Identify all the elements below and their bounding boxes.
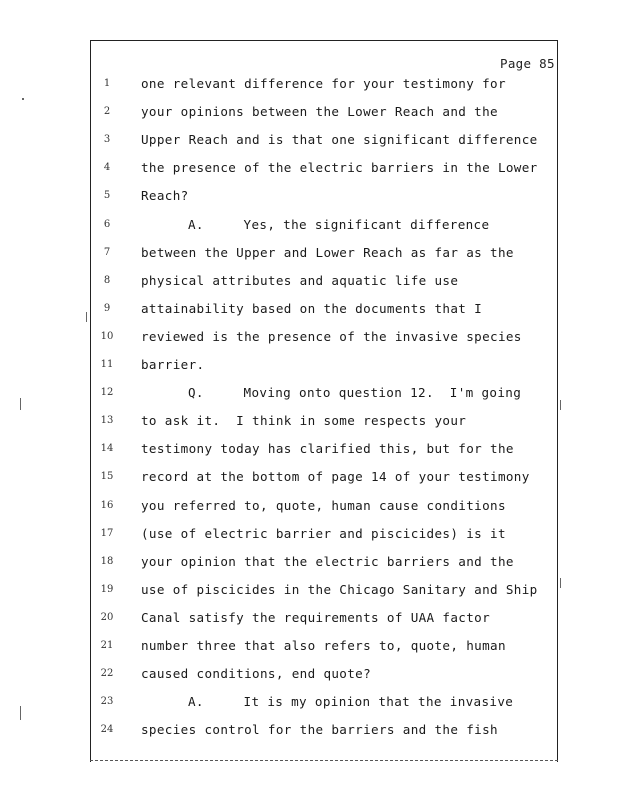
line-text: A. Yes, the significant difference — [188, 216, 490, 232]
transcript-line — [0, 526, 618, 548]
transcript-line — [0, 301, 618, 323]
line-text: the presence of the electric barriers in the Lower — [141, 160, 538, 176]
line-text: your opinions between the Lower Reach and the — [141, 104, 498, 120]
scan-speck — [20, 398, 21, 410]
line-number: 20 — [100, 611, 114, 623]
line-number: 22 — [100, 668, 114, 680]
line-text: to ask it. I think in some respects your — [141, 413, 467, 429]
transcript-line — [0, 554, 618, 576]
line-text: barrier. — [141, 357, 205, 372]
line-text: Canal satisfy the requirements of UAA factor — [141, 609, 491, 625]
transcript-line — [0, 329, 618, 351]
line-text: your opinion that the electric barriers and the — [141, 553, 514, 569]
line-number: 15 — [100, 471, 114, 483]
line-number: 4 — [103, 162, 111, 174]
line-number: 11 — [100, 359, 114, 370]
line-text: Reach? — [141, 188, 189, 204]
transcript-line — [0, 722, 618, 744]
line-text: number three that also refers to, quote, human — [141, 638, 506, 653]
line-text: species control for the barriers and the fish — [141, 722, 498, 738]
transcript-line — [0, 666, 618, 688]
line-text: (use of electric barrier and piscicides) is it — [141, 525, 506, 541]
line-text: record at the bottom of page 14 of your testimony — [141, 469, 530, 485]
scan-speck — [560, 400, 561, 410]
line-number: 1 — [103, 78, 111, 89]
transcript-line — [0, 582, 618, 604]
line-number: 21 — [100, 640, 114, 651]
scan-speck — [86, 312, 87, 322]
transcript-line — [0, 160, 618, 182]
line-text: A. It is my opinion that the invasive — [188, 694, 514, 710]
transcript-line — [0, 188, 618, 210]
line-number: 14 — [100, 443, 114, 455]
transcript-line — [0, 132, 618, 154]
line-text: physical attributes and aquatic life use — [141, 272, 459, 288]
line-number: 10 — [100, 330, 114, 342]
transcript-line — [0, 694, 618, 716]
line-text: you referred to, quote, human cause conditions — [141, 497, 506, 513]
line-number: 13 — [100, 415, 114, 427]
transcript-line — [0, 469, 618, 491]
line-text: caused conditions, end quote? — [141, 666, 372, 682]
line-number: 6 — [103, 218, 111, 230]
transcript-line — [0, 385, 618, 407]
transcript-line — [0, 357, 618, 379]
line-text: one relevant difference for your testimony for — [141, 76, 506, 91]
transcript-line — [0, 273, 618, 295]
line-number: 12 — [100, 387, 114, 399]
transcript-line — [0, 217, 618, 239]
line-number: 3 — [103, 134, 111, 146]
line-number: 16 — [100, 499, 114, 511]
page-bottom-rule — [90, 760, 558, 761]
line-text: Q. Moving onto question 12. I'm going — [188, 385, 522, 401]
line-number: 24 — [100, 724, 114, 736]
line-text: testimony today has clarified this, but for the — [141, 441, 514, 457]
line-text: between the Upper and Lower Reach as far as the — [141, 244, 514, 260]
transcript-line — [0, 638, 618, 660]
line-text: reviewed is the presence of the invasive species — [141, 328, 522, 344]
transcript-line — [0, 610, 618, 632]
transcript-line — [0, 413, 618, 435]
transcript-line — [0, 441, 618, 463]
line-number: 18 — [100, 555, 114, 567]
line-number: 17 — [100, 527, 114, 539]
line-number: 2 — [103, 106, 111, 118]
transcript-line — [0, 76, 618, 98]
line-number: 5 — [103, 190, 111, 202]
page-number-label: Page 85 — [500, 56, 555, 71]
scan-speck — [20, 706, 21, 720]
line-number: 8 — [103, 274, 111, 286]
line-number: 7 — [103, 246, 111, 258]
line-text: Upper Reach and is that one significant difference — [141, 132, 538, 148]
line-number: 9 — [103, 302, 111, 314]
scan-speck — [22, 98, 24, 100]
line-number: 19 — [100, 583, 114, 595]
line-text: use of piscicides in the Chicago Sanitary and Ship — [141, 581, 538, 597]
transcript-line — [0, 498, 618, 520]
scan-speck — [560, 578, 561, 588]
transcript-line — [0, 104, 618, 126]
line-text: attainability based on the documents that I — [141, 300, 483, 316]
line-number: 23 — [100, 696, 114, 708]
transcript-line — [0, 245, 618, 267]
